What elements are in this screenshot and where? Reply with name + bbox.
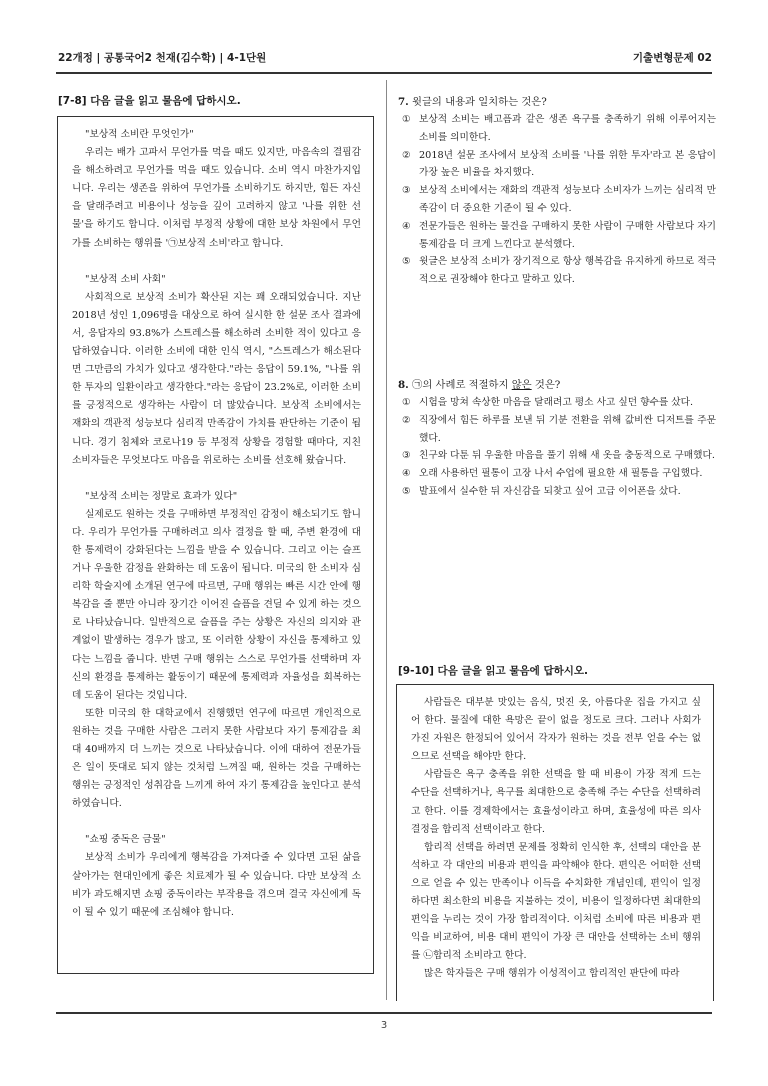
q7-option-num: ② <box>402 149 411 161</box>
passage1-para: "보상적 소비 사회" <box>85 273 166 285</box>
passage2-para: 사람들은 대부분 맛있는 음식, 멋진 옷, 아름다운 집을 가지고 싶어 한다. 물질에 대한 욕망은 끝이 없을 정도로 크다. 그러나 사회가 가진 자원은 한정되어 있어서 각자가 원하는 것을 전부 얻을 수는 없으므로 선택을 해야만 한다. <box>411 697 701 763</box>
passage1-para: 우리는 배가 고파서 무언가를 먹을 때도 있지만, 마음속의 결핍감을 해소하려고 무언가를 먹을 때도 있습니다. 소비 역시 마찬가지입니다. 우리는 생존을 위하여 무언가를 소비하기도 하지만, 힘든 자신을 달래주려고 비용이나 성능을 깊이 고려하지 않고 '나를 위한 선물'을 하기도 합니다. 이처럼 부정적 상황에 대한 보상 차원에서 무언가를 소비하는 행위를 '㉠보상적 소비'라고 합니다. <box>72 147 361 249</box>
q7-option-3[interactable] <box>398 182 716 218</box>
q8-option-text: 시험을 망쳐 속상한 마음을 달래려고 평소 사고 싶던 향수를 샀다. <box>419 397 694 408</box>
passage1-box <box>57 116 374 974</box>
q7-option-4[interactable] <box>398 218 716 254</box>
passage1-para: 보상적 소비가 우리에게 행복감을 가져다줄 수 있다면 고된 삶을 살아가는 현대인에게 좋은 치료제가 될 수 있습니다. 다만 보상적 소비가 과도해지면 쇼핑 중독이라는 부작용을 겪으며 결국 자신에게 독이 될 수 있기 때문에 조심해야 합니다. <box>72 852 361 918</box>
header-right: 기출변형문제 02 <box>632 52 712 64</box>
column-divider <box>386 80 387 1000</box>
header-left: 22개정 | 공통국어2 천재(김수학) | 4-1단원 <box>58 52 267 64</box>
q7-option-num: ③ <box>402 185 411 197</box>
q7-option-num: ⑤ <box>402 256 411 268</box>
question-7 <box>398 93 716 289</box>
passage1-para: "보상적 소비는 정말로 효과가 있다" <box>85 490 238 502</box>
question-8-stem <box>398 376 716 394</box>
passage1-para: 또한 미국의 한 대학교에서 진행했던 연구에 따르면 개인적으로 원하는 것을 구매한 사람은 그러지 못한 사람보다 자기 통제감을 최대 40배까지 더 느끼는 것으로 나타났습니다. 이에 대하여 전문가들은 일이 뜻대로 되지 않는 것처럼 느껴질 때, 원하는 것을 구매하는 행위는 긍정적인 성취감을 느끼게 하여 자기 통제감을 높인다고 분석하였습니다. <box>72 707 361 810</box>
question-8-text-pre: ㉠의 사례로 적절하지 <box>412 379 512 391</box>
q8-option-num: ③ <box>402 450 411 462</box>
q8-option-5[interactable] <box>398 483 716 501</box>
passage1-para: "쇼핑 중독은 금물" <box>85 834 166 846</box>
question-8-number: 8. <box>398 379 409 391</box>
question-7-number: 7. <box>398 96 409 108</box>
passage1-para: 사회적으로 보상적 소비가 확산된 지는 꽤 오래되었습니다. 지난 2018년 성인 1,096명을 대상으로 하여 실시한 한 설문 조사 결과에서, 응답자의 93.8%가 스트레스를 해소하려 소비한 적이 있다고 응답하였습니다. 이러한 소비에 대한 인식 역시, "스트레스가 해소된다면 그만큼의 가치가 있다고 생각한다."라는 응답이 59.1%, "나를 위한 투자의 일환이라고 생각한다."라는 응답이 23.2%로, 이러한 소비를 긍정적으로 생각하는 사람이 더 많았습니다. 보상적 소비에서는 재화의 객관적 성능보다 심리적 만족감이 가치를 판단하는 기준이 됩니다. 경기 침체와 코로나19 등 부정적 상황을 경험할 때마다, 지친 소비자들은 무엇보다도 마음을 위로하는 소비를 선호해 왔습니다. <box>72 291 361 466</box>
q7-option-text: 2018년 설문 조사에서 보상적 소비를 '나를 위한 투자'라고 본 응답이 가장 높은 비율을 차지했다. <box>419 149 716 179</box>
q8-option-num: ④ <box>402 468 411 480</box>
section2-title: [9-10] 다음 글을 읽고 물음에 답하시오. <box>398 665 588 677</box>
q8-option-num: ① <box>402 397 411 408</box>
passage1-para: "보상적 소비란 무엇인가" <box>85 129 194 140</box>
q7-option-1[interactable] <box>398 111 716 147</box>
q8-option-text: 오래 사용하던 필통이 고장 나서 수업에 필요한 새 필통을 구입했다. <box>419 468 703 480</box>
page-number: 3 <box>380 1020 388 1031</box>
question-7-stem <box>398 93 716 111</box>
passage1-para: 실제로도 원하는 것을 구매하면 부정적인 감정이 해소되기도 합니다. 우리가 무언가를 구매하려고 의사 결정을 할 때, 주변 환경에 대한 통제력이 강화된다는 느낌을 받을 수 있습니다. 그리고 이는 슬프거나 우울한 감정을 완화하는 데 도움이 됩니다. 미국의 한 소비자 심리학 학술지에 소개된 연구에 따르면, 구매 행위는 빠른 시간 안에 행복감을 줄 뿐만 아니라 장기간 이어진 슬픔을 견딜 수 있게 하는 것으로 나타났습니다. 일반적으로 슬픔을 주는 상황은 자신의 의지와 관계없이 발생하는 경우가 많고, 또 이러한 상황이 자신을 통제하고 있다는 느낌을 줍니다. 반면 구매 행위는 스스로 무언가를 선택하며 자신의 환경을 통제하는 활동이기 때문에 통제력과 자율성을 회복하는 데 도움이 된다는 것입니다. <box>72 508 361 701</box>
q7-option-num: ④ <box>402 220 411 232</box>
q8-option-num: ⑤ <box>402 485 411 497</box>
section1-title: [7-8] 다음 글을 읽고 물음에 답하시오. <box>58 95 241 107</box>
passage2-para: 많은 학자들은 구매 행위가 이성적이고 합리적인 판단에 따라 <box>424 968 680 980</box>
q8-option-3[interactable] <box>398 447 716 465</box>
footer-rule <box>56 1012 712 1014</box>
question-8 <box>398 376 716 501</box>
q7-option-5[interactable] <box>398 253 716 289</box>
passage2-para: 합리적 선택을 하려면 문제를 정확히 인식한 후, 선택의 대안을 분석하고 각 대안의 비용과 편익을 파악해야 한다. 편익은 어떠한 선택으로 얻을 수 있는 만족이나 이득을 수치화한 개념인데, 편익이 일정하다면 최소한의 비용을 지불하는 것이, 비용이 일정하다면 최대한의 편익을 누리는 것이 가장 합리적이다. 이처럼 소비에 따른 비용과 편익을 비교하여, 비용 대비 편익이 가장 큰 대안을 선택하는 소비 행위를 ㉡합리적 소비라고 한다. <box>411 841 701 962</box>
question-8-text-post: 것은? <box>531 379 561 391</box>
q7-option-2[interactable] <box>398 147 716 183</box>
question-8-text-emph: 않은 <box>511 379 532 391</box>
q7-option-num: ① <box>402 114 411 125</box>
q8-option-text: 친구와 다툰 뒤 우울한 마음을 풀기 위해 새 옷을 충동적으로 구매했다. <box>419 450 715 462</box>
q7-option-text: 윗글은 보상적 소비가 장기적으로 항상 행복감을 유지하게 하므로 적극적으로 권장해야 한다고 말하고 있다. <box>419 256 716 286</box>
header-rule <box>56 72 712 74</box>
q8-option-text: 발표에서 실수한 뒤 자신감을 되찾고 싶어 고급 이어폰을 샀다. <box>419 485 681 497</box>
passage2-box <box>396 684 714 1001</box>
q7-option-text: 보상적 소비는 배고픔과 같은 생존 욕구를 충족하기 위해 이루어지는 소비를 의미한다. <box>419 114 716 143</box>
q7-option-text: 전문가들은 원하는 물건을 구매하지 못한 사람이 구매한 사람보다 자기 통제감을 더 크게 느낀다고 분석했다. <box>419 220 716 250</box>
q8-option-num: ② <box>402 414 411 426</box>
q7-option-text: 보상적 소비에서는 재화의 객관적 성능보다 소비자가 느끼는 심리적 만족감이 더 중요한 기준이 될 수 있다. <box>419 185 716 214</box>
question-7-text: 윗글의 내용과 일치하는 것은? <box>412 96 547 108</box>
q8-option-2[interactable] <box>398 412 716 448</box>
q8-option-4[interactable] <box>398 465 716 483</box>
passage2-para: 사람들은 욕구 충족을 위한 선택을 할 때 비용이 가장 적게 드는 수단을 선택하거나, 욕구를 최대한으로 충족해 주는 수단을 선택하려고 한다. 이를 경제학에서는 효율성이라고 하며, 효율성에 따른 의사 결정을 합리적 선택이라고 한다. <box>411 769 701 835</box>
q8-option-1[interactable] <box>398 394 716 412</box>
q8-option-text: 직장에서 힘든 하루를 보낸 뒤 기분 전환을 위해 값비싼 디저트를 주문했다. <box>419 414 716 444</box>
